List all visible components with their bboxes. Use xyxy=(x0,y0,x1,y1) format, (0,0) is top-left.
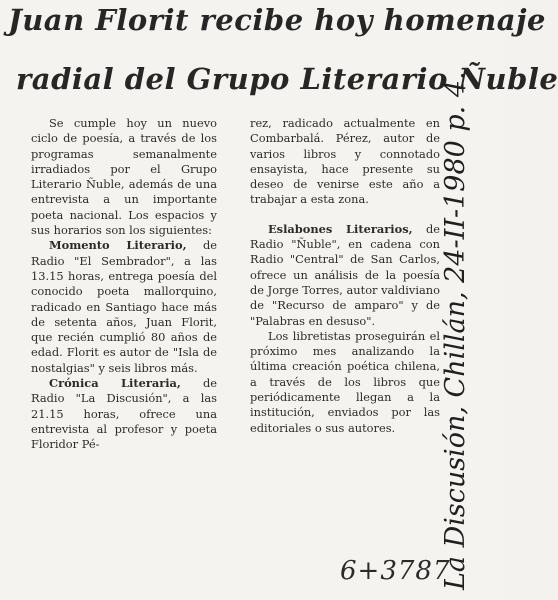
article-column-left xyxy=(31,116,217,453)
article-column-right xyxy=(250,116,440,436)
paragraph: rez, radicado actualmente en Combarbalá. Pérez, autor de varios libros y connotado ensayista, hace presente su deseo de venirse este año a trabajar a esta zona. xyxy=(250,116,440,207)
paragraph: Se cumple hoy un nuevo ciclo de poesía, a través de los programas semanalmente irradiados por el Grupo Literario Ñuble, además de una entrevista a un importante poeta nacional. Los espacios y sus horarios son los siguientes: xyxy=(31,116,217,238)
headline-line-2: radial del Grupo Literario Ñuble xyxy=(16,62,558,96)
paragraph: Los libretistas proseguirán el próximo mes analizando la última creación poética chilena, a través de los libros que periódicamente llegan a la institución, enviados por las editoriales o sus autores. xyxy=(250,328,440,435)
headline-line-1: Juan Florit recibe hoy homenaje xyxy=(8,3,546,37)
handwritten-source-note: La Discusión, Chillán, 24-II-1980 p. 4. xyxy=(440,71,471,590)
handwritten-catalog-number: 6+3787 xyxy=(340,556,451,586)
paragraph-text: de Radio "El Sembrador", a las 13.15 horas, entrega poesía del conocido poeta mallorquino, radicado en Santiago hace más de setenta años, Juan Florit, que recién cumplió 80 años de edad. Florit es autor de "Isla de nostalgias" y seis libros más. xyxy=(31,238,218,375)
program-name: Crónica Literaria, xyxy=(49,376,181,391)
paragraph xyxy=(31,376,217,452)
paragraph-gap xyxy=(250,208,440,222)
paragraph xyxy=(31,238,217,376)
program-name: Eslabones Literarios, xyxy=(268,221,413,236)
paragraph xyxy=(250,222,440,329)
paragraph-text: de Radio "La Discusión", a las 21.15 horas, ofrece una entrevista al profesor y poeta Floridor Pé- xyxy=(31,376,217,452)
paragraph-text: de Radio "Ñuble", en cadena con Radio "Central" de San Carlos, ofrece un análisis de la poesía de Jorge Torres, autor valdiviano de "Recurso de amparo" y de "Palabras en desuso". xyxy=(250,221,440,328)
program-name: Momento Literario, xyxy=(49,238,187,253)
